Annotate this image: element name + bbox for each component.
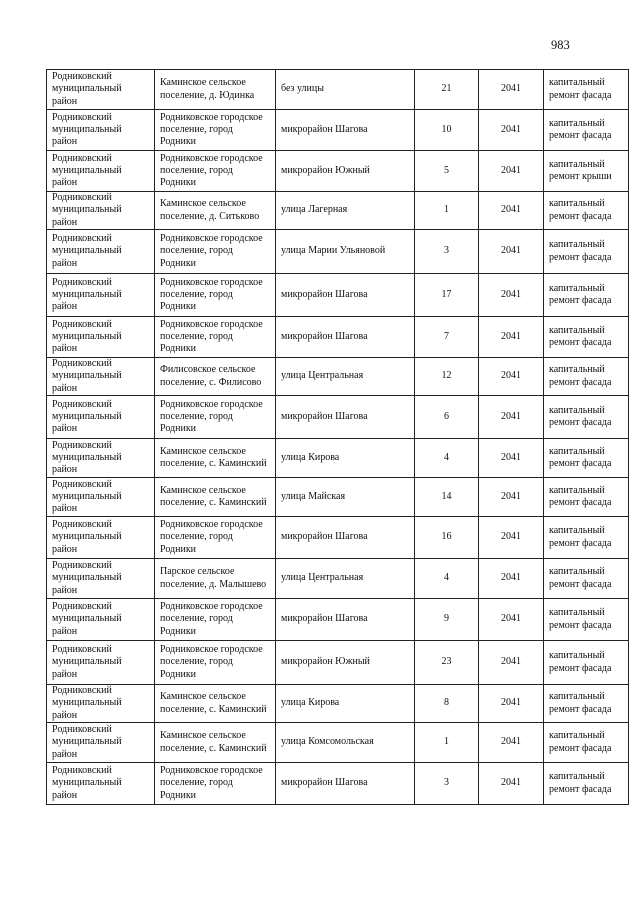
street-cell: без улицы (276, 70, 415, 110)
work-type-cell: капитальный ремонт фасада (544, 70, 629, 110)
page-number: 983 (551, 38, 570, 52)
street-cell: микрорайон Шагова (276, 396, 415, 439)
house-number-cell: 8 (415, 685, 479, 723)
settlement-cell: Каминское сельское поселение, д. Ситьково (155, 192, 276, 230)
work-type-cell: капитальный ремонт фасада (544, 723, 629, 763)
street-cell: микрорайон Шагова (276, 763, 415, 805)
settlement-cell: Родниковское городское поселение, город Родники (155, 396, 276, 439)
street-cell: микрорайон Шагова (276, 599, 415, 641)
settlement-cell: Родниковское городское поселение, город Родники (155, 599, 276, 641)
district-cell: Родниковский муниципальный район (47, 439, 155, 478)
year-cell: 2041 (479, 358, 544, 396)
table-row (47, 317, 629, 358)
year-cell: 2041 (479, 70, 544, 110)
settlement-cell: Филисовское сельское поселение, с. Филисово (155, 358, 276, 396)
street-cell: микрорайон Южный (276, 641, 415, 685)
settlement-cell: Родниковское городское поселение, город Родники (155, 317, 276, 358)
table-row (47, 685, 629, 723)
table-row (47, 151, 629, 192)
work-type-cell: капитальный ремонт фасада (544, 230, 629, 274)
work-type-cell: капитальный ремонт фасада (544, 358, 629, 396)
settlement-cell: Каминское сельское поселение, с. Каминский (155, 439, 276, 478)
table-row (47, 641, 629, 685)
year-cell: 2041 (479, 317, 544, 358)
settlement-cell: Родниковское городское поселение, город Родники (155, 274, 276, 317)
work-type-cell: капитальный ремонт фасада (544, 396, 629, 439)
table-row (47, 723, 629, 763)
house-number-cell: 5 (415, 151, 479, 192)
year-cell: 2041 (479, 559, 544, 599)
house-number-cell: 4 (415, 439, 479, 478)
settlement-cell: Родниковское городское поселение, город Родники (155, 517, 276, 559)
street-cell: микрорайон Шагова (276, 517, 415, 559)
settlement-cell: Парское сельское поселение, д. Малышево (155, 559, 276, 599)
table-row (47, 763, 629, 805)
settlement-cell: Родниковское городское поселение, город Родники (155, 151, 276, 192)
year-cell: 2041 (479, 641, 544, 685)
district-cell: Родниковский муниципальный район (47, 559, 155, 599)
table-row (47, 478, 629, 517)
year-cell: 2041 (479, 478, 544, 517)
year-cell: 2041 (479, 151, 544, 192)
street-cell: улица Лагерная (276, 192, 415, 230)
district-cell: Родниковский муниципальный район (47, 517, 155, 559)
table-row (47, 439, 629, 478)
street-cell: улица Центральная (276, 358, 415, 396)
settlement-cell: Родниковское городское поселение, город Родники (155, 641, 276, 685)
house-number-cell: 12 (415, 358, 479, 396)
street-cell: улица Центральная (276, 559, 415, 599)
table-row (47, 70, 629, 110)
table-row (47, 559, 629, 599)
street-cell: микрорайон Шагова (276, 317, 415, 358)
table-row (47, 358, 629, 396)
work-type-cell: капитальный ремонт фасада (544, 517, 629, 559)
work-type-cell: капитальный ремонт фасада (544, 685, 629, 723)
house-number-cell: 16 (415, 517, 479, 559)
settlement-cell: Каминское сельское поселение, с. Каминский (155, 723, 276, 763)
house-number-cell: 23 (415, 641, 479, 685)
work-type-cell: капитальный ремонт крыши (544, 151, 629, 192)
district-cell: Родниковский муниципальный район (47, 723, 155, 763)
table-row (47, 396, 629, 439)
settlement-cell: Каминское сельское поселение, д. Юдинка (155, 70, 276, 110)
year-cell: 2041 (479, 723, 544, 763)
work-type-cell: капитальный ремонт фасада (544, 274, 629, 317)
house-number-cell: 10 (415, 110, 479, 151)
work-type-cell: капитальный ремонт фасада (544, 599, 629, 641)
district-cell: Родниковский муниципальный район (47, 685, 155, 723)
house-number-cell: 7 (415, 317, 479, 358)
register-table-body (47, 70, 629, 805)
street-cell: улица Комсомольская (276, 723, 415, 763)
street-cell: улица Майская (276, 478, 415, 517)
year-cell: 2041 (479, 763, 544, 805)
settlement-cell: Каминское сельское поселение, с. Каминский (155, 478, 276, 517)
settlement-cell: Родниковское городское поселение, город Родники (155, 110, 276, 151)
street-cell: улица Кирова (276, 439, 415, 478)
district-cell: Родниковский муниципальный район (47, 599, 155, 641)
work-type-cell: капитальный ремонт фасада (544, 478, 629, 517)
table-row (47, 230, 629, 274)
work-type-cell: капитальный ремонт фасада (544, 110, 629, 151)
house-number-cell: 14 (415, 478, 479, 517)
year-cell: 2041 (479, 230, 544, 274)
settlement-cell: Родниковское городское поселение, город Родники (155, 230, 276, 274)
street-cell: улица Кирова (276, 685, 415, 723)
table-row (47, 192, 629, 230)
work-type-cell: капитальный ремонт фасада (544, 559, 629, 599)
house-number-cell: 9 (415, 599, 479, 641)
district-cell: Родниковский муниципальный район (47, 70, 155, 110)
year-cell: 2041 (479, 274, 544, 317)
year-cell: 2041 (479, 396, 544, 439)
year-cell: 2041 (479, 439, 544, 478)
year-cell: 2041 (479, 192, 544, 230)
work-type-cell: капитальный ремонт фасада (544, 641, 629, 685)
settlement-cell: Родниковское городское поселение, город Родники (155, 763, 276, 805)
house-number-cell: 3 (415, 763, 479, 805)
year-cell: 2041 (479, 110, 544, 151)
district-cell: Родниковский муниципальный район (47, 478, 155, 517)
district-cell: Родниковский муниципальный район (47, 358, 155, 396)
house-number-cell: 1 (415, 192, 479, 230)
year-cell: 2041 (479, 517, 544, 559)
street-cell: улица Марии Ульяновой (276, 230, 415, 274)
table-row (47, 110, 629, 151)
year-cell: 2041 (479, 599, 544, 641)
district-cell: Родниковский муниципальный район (47, 396, 155, 439)
district-cell: Родниковский муниципальный район (47, 151, 155, 192)
house-number-cell: 1 (415, 723, 479, 763)
table-row (47, 517, 629, 559)
district-cell: Родниковский муниципальный район (47, 274, 155, 317)
table-row (47, 274, 629, 317)
year-cell: 2041 (479, 685, 544, 723)
district-cell: Родниковский муниципальный район (47, 110, 155, 151)
house-number-cell: 21 (415, 70, 479, 110)
house-number-cell: 6 (415, 396, 479, 439)
district-cell: Родниковский муниципальный район (47, 641, 155, 685)
work-type-cell: капитальный ремонт фасада (544, 192, 629, 230)
table-row (47, 599, 629, 641)
district-cell: Родниковский муниципальный район (47, 317, 155, 358)
work-type-cell: капитальный ремонт фасада (544, 439, 629, 478)
district-cell: Родниковский муниципальный район (47, 763, 155, 805)
work-type-cell: капитальный ремонт фасада (544, 317, 629, 358)
street-cell: микрорайон Шагова (276, 110, 415, 151)
street-cell: микрорайон Шагова (276, 274, 415, 317)
work-type-cell: капитальный ремонт фасада (544, 763, 629, 805)
district-cell: Родниковский муниципальный район (47, 192, 155, 230)
settlement-cell: Каминское сельское поселение, с. Каминский (155, 685, 276, 723)
district-cell: Родниковский муниципальный район (47, 230, 155, 274)
street-cell: микрорайон Южный (276, 151, 415, 192)
house-number-cell: 17 (415, 274, 479, 317)
register-table (46, 69, 629, 805)
house-number-cell: 3 (415, 230, 479, 274)
house-number-cell: 4 (415, 559, 479, 599)
